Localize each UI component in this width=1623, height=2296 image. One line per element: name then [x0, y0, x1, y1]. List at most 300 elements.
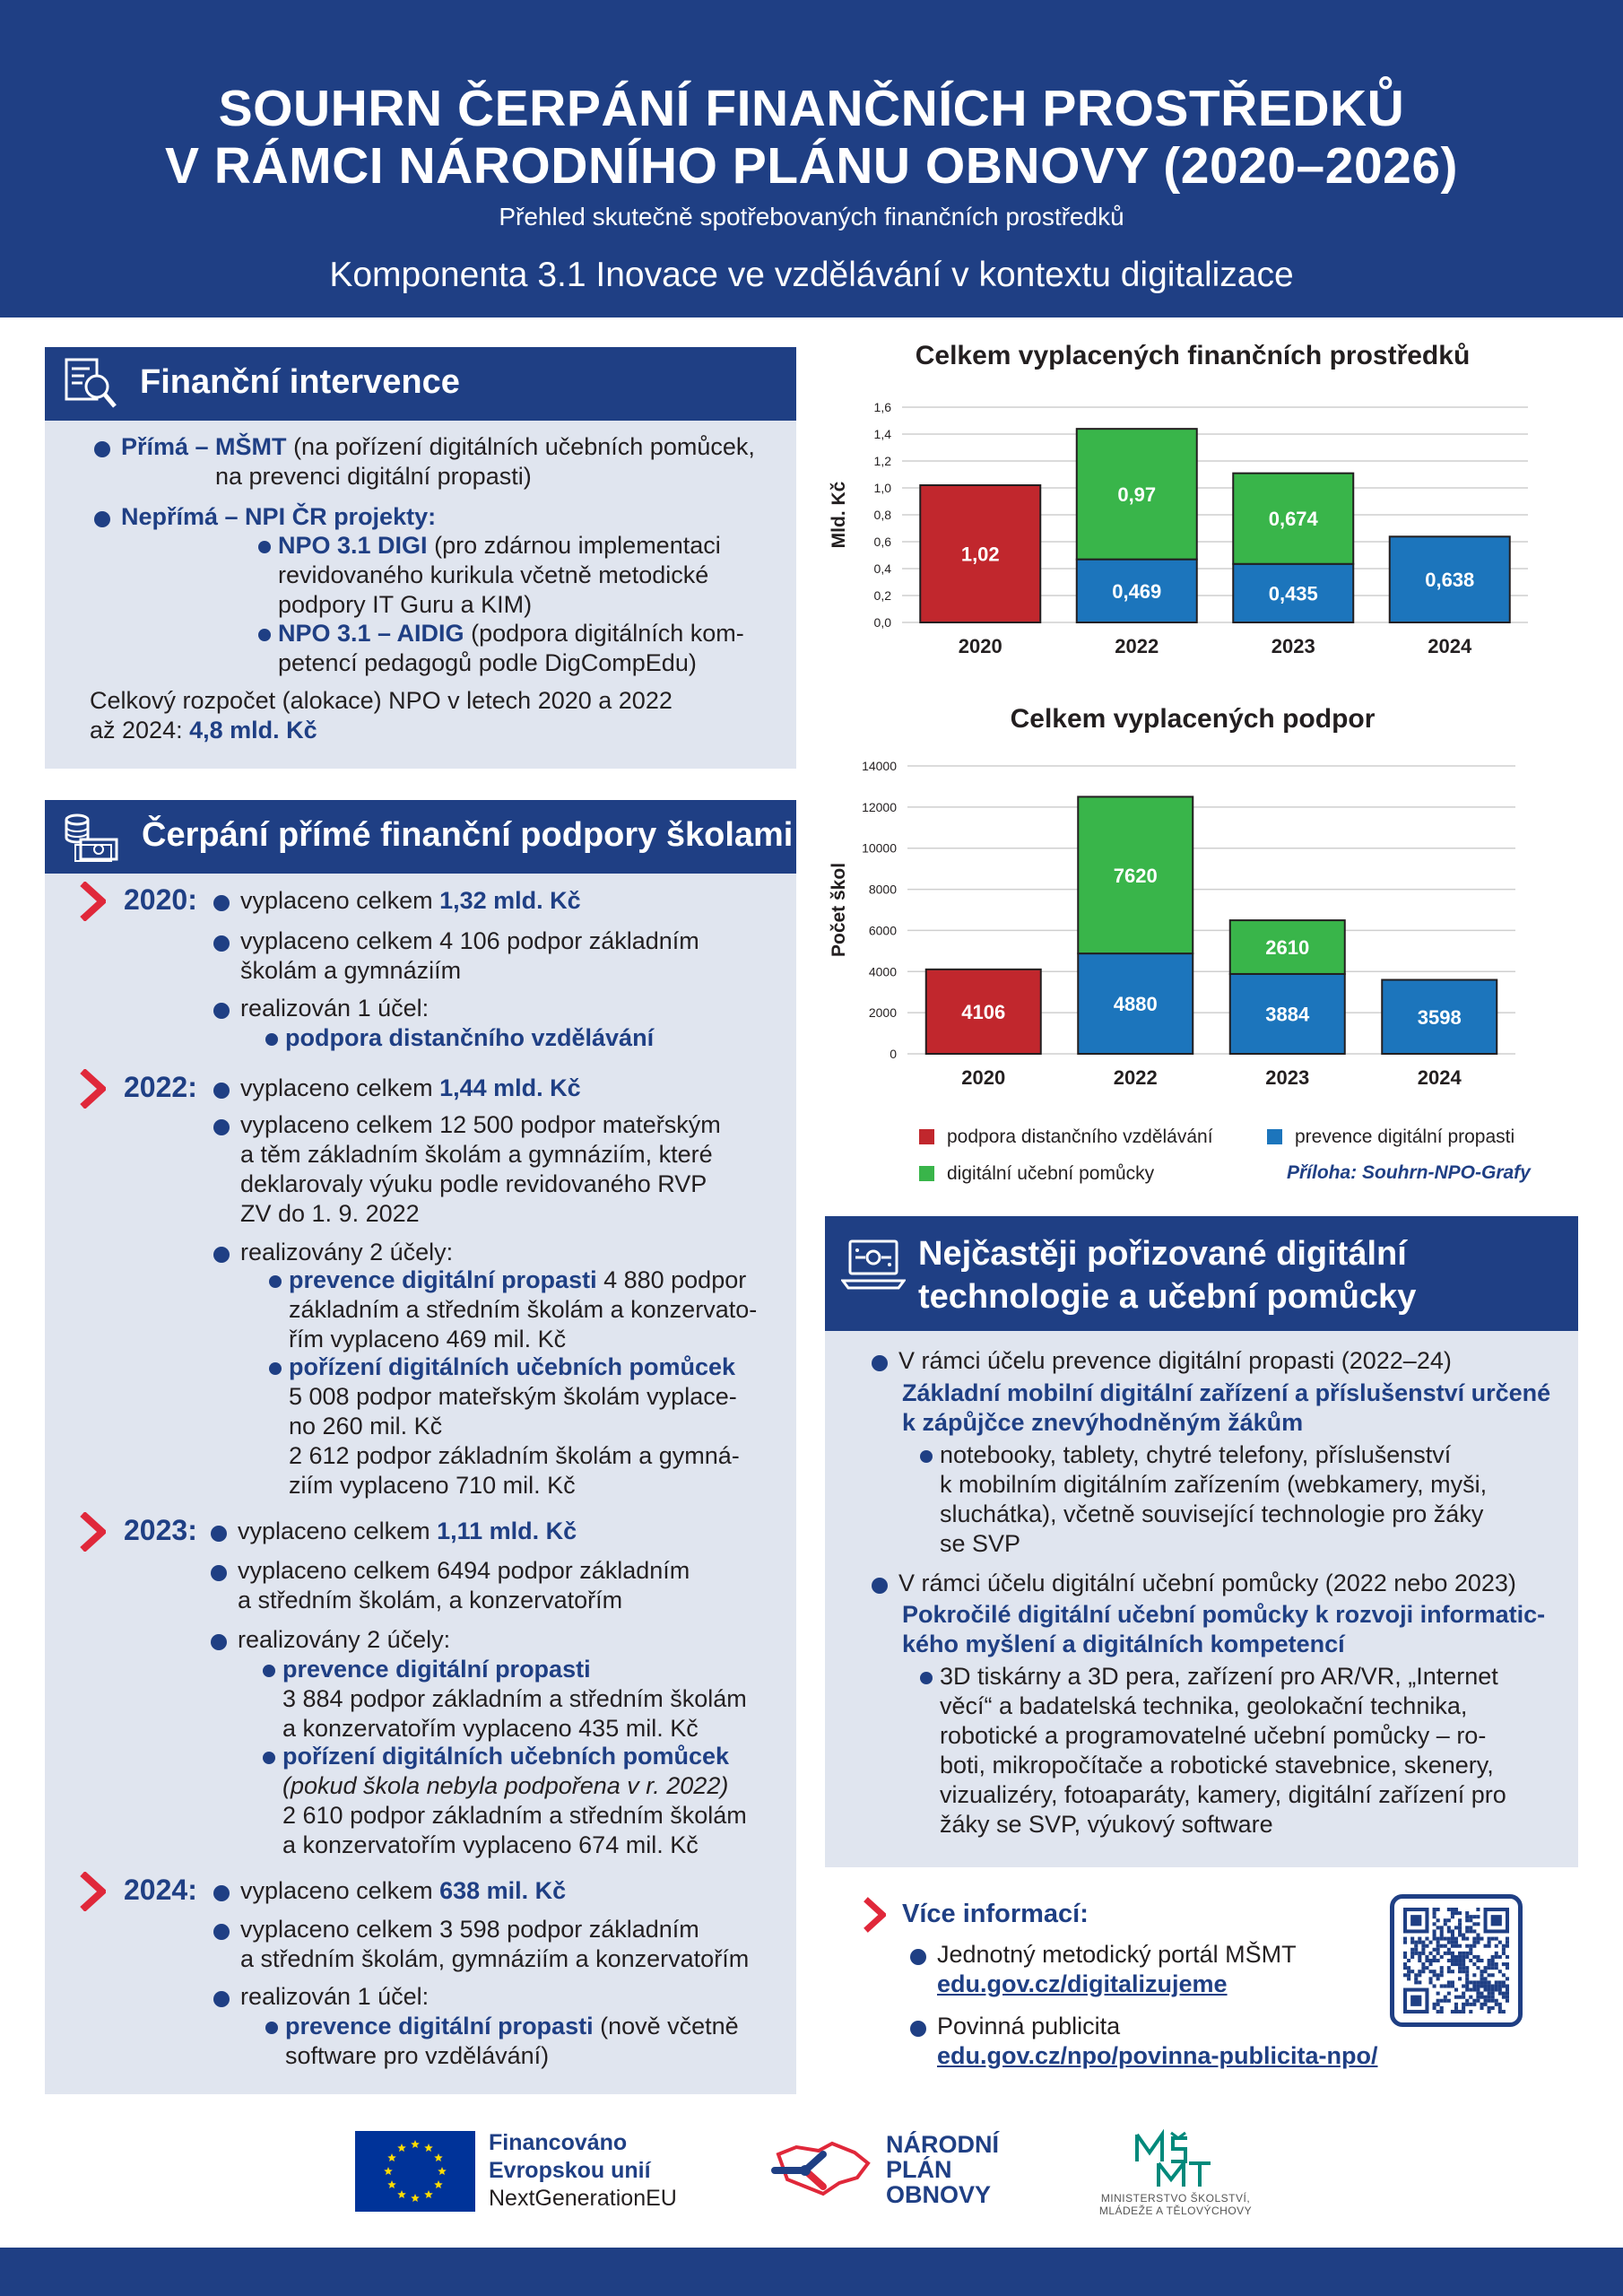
qr-module: [1506, 1984, 1509, 1987]
qr-module: [1410, 1970, 1414, 1973]
qr-module: [1465, 1973, 1469, 1977]
qr-module: [1491, 1973, 1495, 1977]
qr-module: [1436, 1941, 1440, 1944]
more-info-item-1: Jednotný metodický portál MŠMT edu.gov.cz/digitalizujeme: [937, 1941, 1297, 1997]
qr-module: [1476, 1999, 1480, 2003]
qr-module: [1454, 1962, 1458, 1966]
qr-module: [1480, 2006, 1483, 2010]
qr-module: [1472, 1973, 1476, 1977]
y-tick-label: 2000: [868, 1005, 897, 1021]
x-tick-label: 2024: [1417, 1066, 1462, 1089]
qr-module: [1418, 1980, 1421, 1984]
qr-module: [1436, 1926, 1440, 1929]
chevron-right-icon: [863, 1897, 886, 1933]
qr-module: [1418, 1973, 1421, 1977]
chevron-right-icon: [79, 1512, 106, 1552]
qr-module: [1502, 1952, 1506, 1955]
year-2020-label: 2020:: [124, 883, 197, 916]
x-tick-label: 2023: [1271, 635, 1315, 657]
eu-star-icon: [387, 2153, 396, 2161]
qr-module: [1418, 1955, 1421, 1959]
eu-star-icon: [411, 2140, 420, 2148]
qr-code[interactable]: [1390, 1894, 1523, 2027]
qr-module: [1495, 1952, 1498, 1955]
qr-module: [1469, 1926, 1472, 1929]
technologie-title: Nejčastěji pořizované digitální technologie a učební pomůcky: [918, 1235, 1417, 1316]
qr-module: [1440, 1929, 1444, 1933]
qr-module: [1440, 2006, 1444, 2010]
qr-module: [1414, 1948, 1418, 1952]
qr-module: [1436, 2010, 1440, 2013]
y-tick-label: 0: [890, 1047, 897, 1061]
x-tick-label: 2023: [1265, 1066, 1310, 1089]
qr-module: [1433, 1908, 1436, 1911]
qr-module: [1476, 1992, 1480, 1996]
y2022-purpose-item-2: pořízení digitálních učebních pomůcek 5 008 podpor mateřským školám vyplace- no 260 mil. Kč 2 612 podpor základním školám a gymná- ziím vyplaceno 710 mil. Kč: [289, 1353, 740, 1499]
qr-module: [1488, 1988, 1491, 1992]
eu-star-icon: [424, 2190, 433, 2198]
qr-module: [1472, 1984, 1476, 1987]
y-tick-label: 1,6: [873, 400, 891, 414]
qr-module: [1462, 1962, 1465, 1966]
component-title: Komponenta 3.1 Inovace ve vzdělávání v kontextu digitalizace: [329, 256, 1294, 294]
y2022-total: vyplaceno celkem 1,44 mld. Kč: [240, 1074, 581, 1101]
legend-blue-swatch: [1267, 1129, 1282, 1144]
qr-module: [1495, 2003, 1498, 2006]
qr-module: [1506, 1937, 1509, 1941]
chart1-title: Celkem vyplacených finančních prostředků: [915, 341, 1471, 370]
qr-module: [1447, 1999, 1451, 2003]
qr-module: [1444, 1922, 1447, 1926]
qr-module: [1447, 1926, 1451, 1929]
qr-module: [1436, 1992, 1440, 1996]
budget-text: Celkový rozpočet (alokace) NPO v letech 2020 a 2022 až 2024: 4,8 mld. Kč: [90, 687, 673, 744]
qr-module: [1454, 1908, 1458, 1911]
qr-module: [1484, 2003, 1488, 2006]
qr-module: [1451, 1980, 1454, 1984]
qr-module: [1502, 1980, 1506, 1984]
data-label: 0,97: [1117, 483, 1157, 506]
qr-module: [1444, 1918, 1447, 1922]
technologie-header: [825, 1216, 1578, 1331]
qr-module: [1458, 1929, 1462, 1933]
qr-module: [1506, 1988, 1509, 1992]
qr-module: [1447, 1984, 1451, 1987]
qr-module: [1480, 1984, 1483, 1987]
qr-module: [1465, 1977, 1469, 1980]
qr-module: [1440, 2010, 1444, 2013]
qr-module: [1491, 1988, 1495, 1992]
qr-module: [1428, 1980, 1432, 1984]
qr-module: [1480, 1973, 1483, 1977]
qr-module: [1502, 1992, 1506, 1996]
qr-module: [1462, 1996, 1465, 1999]
magnifier-document-icon: [61, 356, 118, 412]
chevron-right-icon: [79, 1069, 106, 1109]
y-tick-label: 14000: [862, 759, 897, 773]
qr-module: [1498, 1992, 1502, 1996]
qr-module: [1454, 1911, 1458, 1915]
qr-module: [1444, 1996, 1447, 1999]
qr-module: [1488, 1944, 1491, 1948]
qr-module: [1476, 1980, 1480, 1984]
qr-module: [1469, 1948, 1472, 1952]
qr-module: [1428, 1941, 1432, 1944]
qr-module: [1436, 1918, 1440, 1922]
qr-module: [1506, 1977, 1509, 1980]
qr-module: [1472, 1999, 1476, 2003]
qr-module: [1451, 1959, 1454, 1962]
page-subtitle: Přehled skutečně spotřebovaných finančních prostředků: [499, 203, 1124, 230]
qr-module: [1502, 1962, 1506, 1966]
qr-module: [1465, 1911, 1469, 1915]
qr-module: [1469, 2010, 1472, 2013]
cerpani-title: Čerpání přímé finanční podpory školami: [142, 816, 794, 854]
qr-module: [1458, 1966, 1462, 1970]
qr-module: [1451, 1937, 1454, 1941]
tech-a-intro: V rámci účelu prevence digitální propasti (2022–24): [898, 1347, 1452, 1374]
qr-module: [1484, 1980, 1488, 1984]
financni-intervence-header: [45, 347, 796, 421]
qr-module: [1472, 2003, 1476, 2006]
qr-module: [1433, 2006, 1436, 2010]
qr-module: [1451, 1984, 1454, 1987]
qr-module: [1480, 1959, 1483, 1962]
qr-module: [1440, 1966, 1444, 1970]
y2024-purpose: realizován 1 účel:: [240, 1983, 430, 2010]
qr-module: [1476, 1988, 1480, 1992]
qr-module: [1436, 1952, 1440, 1955]
qr-module: [1480, 1937, 1483, 1941]
qr-module: [1488, 1962, 1491, 1966]
qr-module: [1414, 1973, 1418, 1977]
qr-module: [1440, 1984, 1444, 1987]
qr-module: [1469, 1915, 1472, 1918]
eu-star-icon: [397, 2144, 406, 2152]
qr-module: [1451, 1952, 1454, 1955]
y-tick-label: 0,6: [873, 535, 891, 549]
y-tick-label: 0,4: [873, 561, 891, 576]
tech-b-items: 3D tiskárny a 3D pera, zařízení pro AR/VR, „Internet věcí“ a badatelská technika, geolokační technika, robotické a programovatelné učební pomůcky – ro- boti, mikropočítače a robotické stavebnice, skenery, vizualizéry, fotoaparáty, kamery, digitální zařízení pro žáky se SVP, výukový software: [940, 1663, 1506, 1838]
qr-module: [1407, 1966, 1410, 1970]
qr-module: [1476, 1959, 1480, 1962]
qr-module: [1476, 1955, 1480, 1959]
qr-module: [1506, 1955, 1509, 1959]
more-info-title: Více informací:: [902, 1900, 1089, 1928]
qr-module: [1447, 1941, 1451, 1944]
qr-module: [1469, 1952, 1472, 1955]
qr-module: [1469, 1918, 1472, 1922]
qr-module: [1506, 1941, 1509, 1944]
qr-module: [1454, 2006, 1458, 2010]
npo-logo-text: NÁRODNÍ PLÁN OBNOVY: [886, 2131, 999, 2208]
qr-module: [1484, 1977, 1488, 1980]
qr-module: [1462, 1984, 1465, 1987]
qr-module: [1410, 1941, 1414, 1944]
qr-module: [1488, 2006, 1491, 2010]
x-tick-label: 2020: [961, 1066, 1006, 1089]
qr-module: [1491, 1999, 1495, 2003]
qr-module: [1498, 1955, 1502, 1959]
tech-b-heading: Pokročilé digitální učební pomůcky k rozvoji informatic- kého myšlení a digitálních kompetencí: [902, 1601, 1546, 1657]
qr-module: [1462, 1952, 1465, 1955]
qr-module: [1476, 1996, 1480, 1999]
qr-module: [1418, 1941, 1421, 1944]
msmt-logo-text: MINISTERSTVO ŠKOLSTVÍ, MLÁDEŽE A TĚLOVÝCHOVY: [1098, 2192, 1253, 2217]
qr-module: [1414, 1941, 1418, 1944]
qr-module: [1421, 1941, 1425, 1944]
qr-module: [1410, 1948, 1414, 1952]
qr-module: [1488, 1980, 1491, 1984]
legend-green-swatch: [919, 1166, 934, 1181]
qr-module: [1444, 1937, 1447, 1941]
qr-module: [1465, 1929, 1469, 1933]
qr-module: [1418, 1959, 1421, 1962]
qr-module: [1421, 1952, 1425, 1955]
qr-module: [1495, 1966, 1498, 1970]
qr-module: [1458, 1933, 1462, 1936]
qr-module: [1491, 1966, 1495, 1970]
qr-module: [1458, 1926, 1462, 1929]
qr-module: [1469, 2003, 1472, 2006]
qr-module: [1425, 1944, 1428, 1948]
qr-module: [1469, 1944, 1472, 1948]
data-label: 4880: [1113, 993, 1158, 1016]
qr-module: [1465, 1937, 1469, 1941]
qr-module: [1476, 1933, 1480, 1936]
y-tick-label: 10000: [862, 840, 897, 856]
qr-module: [1447, 1980, 1451, 1984]
qr-module: [1506, 1962, 1509, 1966]
legend-green: digitální učební pomůcky: [919, 1163, 1154, 1185]
y2022-purpose: realizovány 2 účely:: [240, 1239, 454, 1265]
qr-module: [1458, 1918, 1462, 1922]
qr-module: [1502, 1996, 1506, 1999]
qr-module: [1506, 1966, 1509, 1970]
qr-module: [1480, 1996, 1483, 1999]
qr-module: [1436, 1973, 1440, 1977]
financni-intervence-panel: [45, 347, 796, 769]
cerpani-header: [45, 800, 796, 874]
qr-module: [1433, 1959, 1436, 1962]
qr-module: [1451, 1944, 1454, 1948]
y2020-count: vyplaceno celkem 4 106 podpor základním školám a gymnáziím: [240, 927, 699, 984]
y-tick-label: 0,8: [873, 508, 891, 522]
eu-funding-text: Financováno Evropskou unií NextGenerationEU: [489, 2130, 677, 2211]
qr-module: [1458, 1977, 1462, 1980]
qr-module: [1451, 1911, 1454, 1915]
y-tick-label: 1,2: [873, 454, 891, 468]
qr-module: [1421, 1948, 1425, 1952]
qr-module: [1488, 2010, 1491, 2013]
y-tick-label: 4000: [868, 964, 897, 979]
qr-module: [1407, 1959, 1410, 1962]
qr-module: [1421, 1962, 1425, 1966]
qr-module: [1498, 1984, 1502, 1987]
qr-module: [1506, 1992, 1509, 1996]
financni-intervence-title: Finanční intervence: [140, 363, 460, 401]
qr-module: [1410, 1937, 1414, 1941]
qr-module: [1433, 1911, 1436, 1915]
data-label: 0,638: [1425, 569, 1475, 592]
qr-module: [1476, 1966, 1480, 1970]
qr-module: [1428, 1952, 1432, 1955]
qr-module: [1425, 1937, 1428, 1941]
qr-module: [1403, 1952, 1407, 1955]
qr-module: [1436, 1999, 1440, 2003]
qr-module: [1491, 1962, 1495, 1966]
qr-module: [1465, 1980, 1469, 1984]
qr-module: [1502, 1973, 1506, 1977]
data-label: 2610: [1265, 936, 1310, 960]
eu-star-icon: [384, 2167, 393, 2175]
qr-module: [1447, 1937, 1451, 1941]
qr-module: [1418, 1952, 1421, 1955]
qr-module: [1428, 1959, 1432, 1962]
qr-module: [1495, 1937, 1498, 1941]
qr-module: [1410, 1952, 1414, 1955]
qr-module: [1451, 1941, 1454, 1944]
qr-module: [1484, 1970, 1488, 1973]
qr-module: [1498, 1988, 1502, 1992]
qr-module: [1451, 1970, 1454, 1973]
qr-module: [1462, 1937, 1465, 1941]
qr-module: [1472, 1962, 1476, 1966]
qr-module: [1433, 1970, 1436, 1973]
tech-a-items: notebooky, tablety, chytré telefony, příslušenství k mobilním digitálním zařízením (webkamery, myši, sluchátka), včetně související technologie pro žáky se SVP: [940, 1441, 1488, 1557]
qr-module: [1433, 1948, 1436, 1952]
qr-module: [1418, 1937, 1421, 1941]
qr-module: [1454, 1988, 1458, 1992]
qr-module: [1495, 1962, 1498, 1966]
eu-star-icon: [411, 2194, 420, 2202]
qr-module: [1440, 1970, 1444, 1973]
publicita-link[interactable]: edu.gov.cz/npo/povinna-publicita-npo/: [937, 2042, 1378, 2069]
qr-module: [1484, 1999, 1488, 2003]
qr-module: [1433, 1955, 1436, 1959]
qr-module: [1469, 1959, 1472, 1962]
qr-module: [1447, 1992, 1451, 1996]
qr-module: [1472, 1937, 1476, 1941]
qr-module: [1502, 1944, 1506, 1948]
data-label: 0,469: [1112, 579, 1162, 603]
qr-module: [1458, 1922, 1462, 1926]
y-axis-label: Počet škol: [829, 862, 849, 958]
qr-module: [1488, 1984, 1491, 1987]
qr-module: [1454, 1959, 1458, 1962]
qr-module: [1454, 1926, 1458, 1929]
qr-module: [1469, 1980, 1472, 1984]
qr-module: [1502, 1984, 1506, 1987]
y2020-total: vyplaceno celkem 1,32 mld. Kč: [240, 887, 581, 914]
eu-star-icon: [438, 2167, 447, 2175]
eu-star-icon: [424, 2144, 433, 2152]
y2023-purpose: realizovány 2 účely:: [238, 1626, 451, 1653]
qr-module: [1465, 1915, 1469, 1918]
qr-module: [1472, 1915, 1476, 1918]
qr-module: [1403, 1962, 1407, 1966]
qr-module: [1506, 1996, 1509, 1999]
qr-module: [1465, 1918, 1469, 1922]
qr-module: [1465, 1970, 1469, 1973]
portal-link[interactable]: edu.gov.cz/digitalizujeme: [937, 1970, 1228, 1997]
year-2023-label: 2023:: [124, 1514, 197, 1546]
qr-module: [1451, 1955, 1454, 1959]
year-2024-label: 2024:: [124, 1874, 197, 1906]
qr-module: [1472, 1929, 1476, 1933]
qr-module: [1488, 1966, 1491, 1970]
y-tick-label: 1,0: [873, 481, 891, 495]
qr-module: [1421, 1944, 1425, 1948]
x-tick-label: 2022: [1113, 1066, 1158, 1089]
qr-module: [1491, 1937, 1495, 1941]
page-header: [0, 0, 1623, 317]
qr-module: [1476, 1941, 1480, 1944]
qr-module: [1476, 1937, 1480, 1941]
chevron-right-icon: [79, 1872, 106, 1911]
y2024-total: vyplaceno celkem 638 mil. Kč: [240, 1877, 567, 1904]
qr-module: [1506, 1999, 1509, 2003]
attachment-note: Příloha: Souhrn-NPO-Grafy: [1287, 1162, 1531, 1183]
qr-module: [1433, 1922, 1436, 1926]
prima-item: Přímá – MŠMT (na pořízení digitálních učebních pomůcek, na prevenci digitální propasti): [121, 432, 785, 491]
qr-module: [1491, 1955, 1495, 1959]
qr-module: [1458, 2010, 1462, 2013]
qr-module: [1462, 1970, 1465, 1973]
qr-module: [1469, 1996, 1472, 1999]
qr-module: [1444, 1952, 1447, 1955]
qr-module: [1491, 1992, 1495, 1996]
qr-module: [1428, 1970, 1432, 1973]
data-label: 7620: [1113, 864, 1158, 887]
qr-module: [1472, 1944, 1476, 1948]
data-label: 3884: [1265, 1003, 1310, 1026]
qr-module: [1484, 1996, 1488, 1999]
qr-module: [1462, 1959, 1465, 1962]
qr-module: [1472, 1922, 1476, 1926]
y2023-purpose-item-2: pořízení digitálních učebních pomůcek (pokud škola nebyla podpořena v r. 2022) 2 610 podpor základním a středním školám a konzervatořím vyplaceno 674 mil. Kč: [282, 1743, 747, 1858]
y2023-purpose-item-1: prevence digitální propasti 3 884 podpor základním a středním školám a konzervatořím vyplaceno 435 mil. Kč: [282, 1656, 747, 1742]
qr-module: [1495, 1999, 1498, 2003]
qr-module: [1465, 1999, 1469, 2003]
qr-module: [1465, 1955, 1469, 1959]
qr-module: [1451, 1962, 1454, 1966]
y-axis-label: Mld. Kč: [829, 481, 849, 549]
qr-module: [1480, 1992, 1483, 1996]
qr-module: [1436, 1948, 1440, 1952]
qr-module: [1451, 1908, 1454, 1911]
qr-module: [1465, 2003, 1469, 2006]
qr-module: [1444, 1999, 1447, 2003]
aidig-item: NPO 3.1 – AIDIG (podpora digitálních kom- petencí pedagogů podle DigCompEdu): [278, 619, 780, 678]
qr-module: [1465, 1988, 1469, 1992]
eu-star-icon: [387, 2180, 396, 2188]
data-label: 0,435: [1268, 582, 1318, 605]
qr-module: [1403, 1937, 1407, 1941]
qr-module: [1458, 1944, 1462, 1948]
qr-module: [1488, 1973, 1491, 1977]
qr-module: [1436, 1937, 1440, 1941]
technologie-panel: [825, 1216, 1578, 1867]
qr-module: [1454, 2003, 1458, 2006]
qr-module: [1428, 1962, 1432, 1966]
y-tick-label: 8000: [868, 882, 897, 897]
qr-module: [1436, 1944, 1440, 1948]
qr-module: [1462, 2006, 1465, 2010]
qr-module: [1498, 1980, 1502, 1984]
y2024-count: vyplaceno celkem 3 598 podpor základním a středním školám, gymnáziím a konzervatořím: [240, 1916, 750, 1972]
qr-module: [1498, 1941, 1502, 1944]
